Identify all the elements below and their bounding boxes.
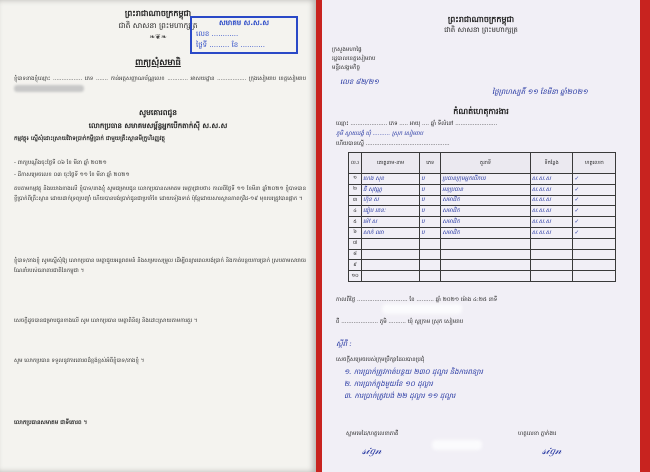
cell-role: សមាជិក	[441, 206, 530, 217]
cell-place	[530, 238, 573, 249]
stamp-title: សមាគម ស.ស.ស	[219, 19, 269, 27]
cell-no: ៥	[349, 217, 362, 228]
cell-sign: ✓	[573, 217, 616, 228]
col-header-sex: ភេទ	[420, 153, 441, 174]
cell-sign	[573, 260, 616, 271]
cell-place: ស.ស.ស	[530, 184, 573, 195]
letter-ref2: - ដីកាសម្រេចលេខ ០៣ ចុះថ្ងៃទី ១១ ខែ មីនា ឆ្នាំ ២០២១	[14, 172, 130, 178]
cell-role	[441, 271, 530, 282]
cell-sign	[573, 271, 616, 282]
cell-role	[441, 238, 530, 249]
cell-role	[441, 260, 530, 271]
cell-no: ៦	[349, 227, 362, 238]
decision-item-3: ៣. ការប្រាក់ត្រូវបង់ ២២ ដុល្លារ ១១ ដុល្លារ	[344, 392, 456, 400]
cell-sex: ប	[420, 206, 441, 217]
cell-place: ស.ស.ស	[530, 217, 573, 228]
cell-sign: ✓	[573, 227, 616, 238]
redacted-block	[432, 440, 482, 450]
cell-role: អនុប្រធាន	[441, 184, 530, 195]
cell-sex	[420, 271, 441, 282]
col-header-sign: ហត្ថលេខា	[573, 153, 616, 174]
cell-name: ម៉ៅ ស	[362, 217, 420, 228]
cell-place: ស.ស.ស	[530, 174, 573, 185]
cell-role: សមាជិក	[441, 195, 530, 206]
letter-salutation: សូមគោរពជូន	[138, 108, 178, 117]
cell-place	[530, 249, 573, 260]
table-header-row	[349, 153, 616, 174]
stamp-date: ថ្ងៃទី ......... ខែ ...........	[196, 41, 265, 49]
signature-left: 𝓈𝒾𝑔𝓃	[362, 444, 382, 457]
cell-place	[530, 271, 573, 282]
cell-place: ស.ស.ស	[530, 227, 573, 238]
cell-sex: ប	[420, 217, 441, 228]
letter-title: ពាក្យសុំសមាធិ	[135, 58, 181, 68]
cell-sign: ✓	[573, 195, 616, 206]
letter-subject: កម្មវត្ថុ៖ ស្នើសុំដោះស្រាយវិវាទប្រាក់កម្ចីប្រាក់ ជាមួយគ្រឹះស្ថានមីក្រូហិរញ្ញវត្ថុ	[14, 136, 165, 142]
cell-no: ៤	[349, 206, 362, 217]
letter-body-3: សេចក្តីដូចបានជម្រាបជូនខាងលើ សូម លោកប្រធាន មេត្តាពិនិត្យ និងដោះស្រាយតាមការគួរ ។	[14, 318, 198, 324]
cell-no: ៩	[349, 260, 362, 271]
cell-no: ១	[349, 174, 362, 185]
footer-left-label: ស្នាមមេដៃ/ហត្ថលេខាភាគី	[346, 431, 399, 437]
letter-final: លោកប្រធានសមាគម ជាទីគោរព ។	[14, 420, 88, 426]
form-org-line1: ក្រសួងមហាផ្ទៃ	[332, 47, 362, 53]
form-after-2: ពី ..................... ភូមិ .......... ឃុំ ស្លក្រាម ស្រុក សៀមរាប	[336, 319, 464, 325]
table-row	[349, 217, 616, 228]
form-after-1: កាលពីថ្ងៃ ............................. ខែ .......... ឆ្នាំ ២០២១ ម៉ោង ៤:២៥ នាទី	[336, 297, 498, 303]
table-row	[349, 206, 616, 217]
cell-name	[362, 271, 420, 282]
letter-closing: សូម លោកប្រធាន ទទួលនូវការគោរពដ៏ខ្ពង់ខ្ពស់អំពីខ្ញុំបាទ/នាងខ្ញុំ ។	[14, 358, 145, 364]
table-row	[349, 238, 616, 249]
form-title: កំណត់ហេតុការងារ	[453, 106, 509, 116]
decision-item-2: ២. ការប្រាក់ក្នុងមួយខែ ១០ ដុល្លារ	[344, 380, 433, 388]
cell-no: ៨	[349, 249, 362, 260]
letter-addressee: លោកប្រធាន សមាគមសម្ព័ន្ធអ្នកបើកតាក់ស៊ី ស.ស.ស	[88, 121, 228, 130]
ornament-divider: ❧❦❧	[149, 33, 167, 41]
cell-name: ធី សុវណ្ណ	[362, 184, 420, 195]
meeting-record-form	[322, 0, 640, 472]
stamp-number: លេខ ............	[196, 30, 239, 38]
form-intro-1: ឈ្មោះ ..................... ភេទ ..... អាយុ .... ឆ្នាំ ទីលំនៅ ........................	[336, 121, 498, 127]
cell-sign: ✓	[573, 206, 616, 217]
table-row	[349, 174, 616, 185]
table-row	[349, 184, 616, 195]
decision-item-1: ១. ការប្រាក់ត្រូវកាត់បន្ថយ ២៣០ ដុល្លារ និងការពន្យារ	[344, 368, 483, 376]
cell-sign	[573, 249, 616, 260]
form-intro-3: ហើយបានស្នើ ................................................	[336, 141, 450, 147]
cell-sex	[420, 260, 441, 271]
col-header-name: គោត្តនាម-នាម	[362, 153, 420, 174]
cell-name: ហ៊ុន ស	[362, 195, 420, 206]
letter-document	[0, 0, 316, 472]
cell-sex	[420, 249, 441, 260]
letter-body-1: តបតាមកម្មវត្ថុ និងយោងខាងលើ ខ្ញុំបាទ/នាងខ្ញុំ សូមជម្រាបជូន លោកប្រធានសមាគម មេត្តាជ្រាបថា៖ កាលពីថ្ងៃទី ១១ ខែមីនា ឆ្នាំ២០២១ ខ្ញុំបាទបានខ្ចីប្រាក់ពីគ្រឹះស្ថាន ដោយដាក់ទ្រព្យបញ្ចាំ ហើយបានបង់ប្រាក់ជូនជាប្រចាំខែ ដោយទៀងទាត់ ប៉ុន្តែដោយសារស្ថានភាពកូវីដ-១៩ មុខរបរត្រូវបានផ្អាក ។	[14, 186, 306, 203]
redacted-block	[382, 304, 462, 314]
form-ref-number: លេខ ៨២/២១	[340, 78, 379, 86]
cell-sex: ប	[420, 195, 441, 206]
cell-no: ៧	[349, 238, 362, 249]
cell-place: ស.ស.ស	[530, 195, 573, 206]
cell-name: សាក់ ឈា	[362, 227, 420, 238]
form-after-3: ស្តីពី :	[336, 340, 352, 348]
letter-intro: ខ្ញុំបាទនាងខ្ញុំឈ្មោះ ................. ភេទ ....... កាន់អត្តសញ្ញាណប័ណ្ណលេខ ............ អាសយដ្ឋាន ................. ក្រុងសៀមរាប ខេត្តសៀមរាប	[14, 74, 306, 94]
cell-name	[362, 260, 420, 271]
cell-place	[530, 260, 573, 271]
form-header-motto: ជាតិ សាសនា ព្រះមហាក្សត្រ	[444, 26, 518, 34]
cell-sex: ប	[420, 174, 441, 185]
letter-header-motto: ជាតិ សាសនា ព្រះមហាក្សត្រ	[118, 21, 198, 30]
letter-ref1: - ពាក្យបណ្តឹងចុះថ្ងៃទី ០៦ ខែ មីនា ឆ្នាំ ២០២១	[14, 160, 107, 166]
letter-header-kingdom: ព្រះរាជាណាចក្រកម្ពុជា	[124, 8, 192, 18]
received-stamp	[190, 16, 298, 54]
form-org-line2: រដ្ឋបាលខេត្តសៀមរាប	[332, 56, 376, 62]
letter-body-2: ខ្ញុំបាទ/នាងខ្ញុំ សូមស្នើសុំឱ្យ លោកប្រធាន មេត្តាជួយអន្តរាគមន៍ និងសម្របសម្រួល ដើម្បីពន្យារពេលបង់ប្រាក់ និងកាត់បន្ថយការប្រាក់ ស្របតាមសារាចរណែនាំរបស់ធនាគារជាតិនៃកម្ពុជា ។	[14, 258, 306, 275]
form-date: ថ្ងៃព្រហស្បតិ៍ ១១ ខែមីនា ឆ្នាំ២០២១	[492, 88, 588, 96]
cell-role: ប្រធានក្រុមអ្នកបើកបរ	[441, 174, 530, 185]
table-row	[349, 260, 616, 271]
col-header-no: ល.រ	[349, 153, 362, 174]
signature-right: 𝓈𝒾𝑔𝓃	[542, 444, 562, 457]
cell-role	[441, 249, 530, 260]
footer-right-label: ហត្ថលេខា ភ្នាក់ងារ	[518, 431, 557, 437]
cell-role: សមាជិក	[441, 217, 530, 228]
cell-role: សមាជិក	[441, 227, 530, 238]
cell-sex: ប	[420, 184, 441, 195]
cell-sex	[420, 238, 441, 249]
cell-name	[362, 238, 420, 249]
attendee-table	[348, 152, 616, 282]
form-org-line3: មន្ទីរសង្គមកិច្ច	[332, 65, 360, 71]
form-intro-2: ភូមិ ស្វាយដង្គំ ឃុំ .......... ស្រុក សៀមរាប	[336, 131, 424, 137]
form-header-kingdom: ព្រះរាជាណាចក្រកម្ពុជា	[447, 14, 515, 24]
col-header-role: តួនាទី	[441, 153, 530, 174]
redacted-block	[14, 85, 84, 92]
cell-sign	[573, 238, 616, 249]
col-header-place: ទីកន្លែង	[530, 153, 573, 174]
cell-name	[362, 249, 420, 260]
table-row	[349, 227, 616, 238]
decision-title: សេចក្តីសម្រេចរបស់ក្រុមប្រឹក្សាដែលបានប្រជុំ	[336, 357, 425, 363]
table-row	[349, 249, 616, 260]
table-row	[349, 271, 616, 282]
cell-no: ៣	[349, 195, 362, 206]
cell-name: ហេង សុខ	[362, 174, 420, 185]
cell-sign: ✓	[573, 184, 616, 195]
cell-name: ឌៀប រតនៈ	[362, 206, 420, 217]
cell-sign: ✓	[573, 174, 616, 185]
cell-no: ២	[349, 184, 362, 195]
cell-place: ស.ស.ស	[530, 206, 573, 217]
table-row	[349, 195, 616, 206]
cell-no: ១០	[349, 271, 362, 282]
cell-sex: ប	[420, 227, 441, 238]
